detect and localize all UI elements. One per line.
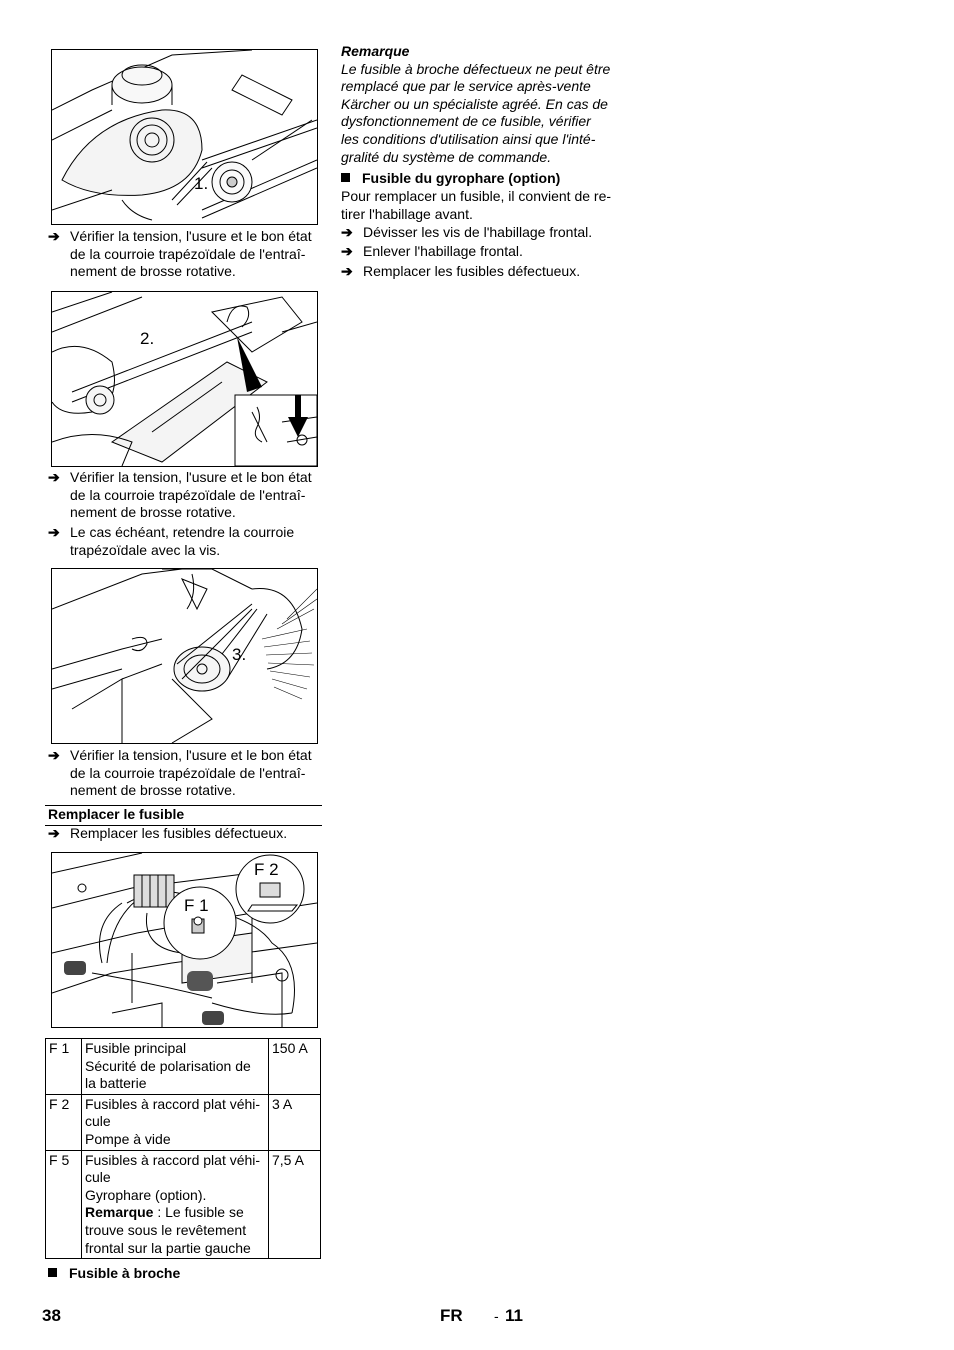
figure-belt-2 (51, 291, 318, 467)
subheading-pin-fuse (48, 1265, 180, 1283)
subheading-beacon-fuse (341, 170, 560, 188)
subheading-text: Fusible à broche (69, 1265, 181, 1281)
belt-drive-illustration-3 (52, 569, 317, 743)
fuse-description (82, 1039, 269, 1095)
arrow-icon: ➔ (48, 469, 60, 485)
footer-separator: - (494, 1308, 499, 1324)
fuse-description (82, 1094, 269, 1150)
fuse-id: F 1 (46, 1039, 82, 1095)
step-text: Remplacer les fusibles défectueux. (363, 263, 581, 279)
fuse-box-illustration (52, 853, 317, 1027)
arrow-icon: ➔ (341, 243, 353, 259)
step-retension-belt (48, 524, 320, 559)
step-text: Dévisser les vis de l'habillage frontal. (363, 224, 593, 240)
remark-body: Le fusible à broche défectueux ne peut être remplacé que par le service après-vente Kärcher ou un spécialiste agréé. En cas de dysfonctionnement de ce fusible, vérifier les conditions d'utilisation ainsi que l'inté- gralité du système de commande. (341, 60, 611, 165)
table-row (46, 1150, 321, 1259)
arrow-icon: ➔ (341, 263, 353, 279)
fuse-rating: 7,5 A (269, 1150, 321, 1259)
remark-text: : Le fusible se (153, 1204, 244, 1221)
fuse-remark-line (85, 1204, 265, 1222)
step-text: Vérifier la tension, l'usure et le bon état de la courroie trapézoïdale de l'entraî- nement de brosse rotative. (70, 469, 312, 521)
arrow-icon: ➔ (341, 224, 353, 240)
step-text: Vérifier la tension, l'usure et le bon état de la courroie trapézoïdale de l'entraî- nement de brosse rotative. (70, 747, 312, 799)
language-code: FR (440, 1306, 463, 1325)
arrow-icon: ➔ (48, 747, 60, 763)
step-replace-fuses (48, 825, 320, 843)
figure-belt-3 (51, 568, 318, 744)
step-check-belt-2 (48, 469, 320, 522)
figure-fuses (51, 852, 318, 1028)
fuse-desc-line: cule (85, 1113, 111, 1130)
fuse-desc-line: trouve sous le revêtement (85, 1221, 247, 1238)
arrow-icon: ➔ (48, 825, 60, 841)
arrow-icon: ➔ (48, 524, 60, 540)
fuse-desc-line: cule (85, 1169, 111, 1186)
step-text: Vérifier la tension, l'usure et le bon état de la courroie trapézoïdale de l'entraî- nement de brosse rotative. (70, 228, 312, 280)
square-bullet-icon (48, 1268, 57, 1277)
step-text: Enlever l'habillage frontal. (363, 243, 523, 259)
step-text: Le cas échéant, retendre la courroie trapézoïdale avec la vis. (70, 524, 295, 558)
fuse-desc-line: Gyrophare (option). (85, 1186, 207, 1203)
remark-label: Remarque (85, 1204, 154, 1221)
fuse-table (45, 1038, 321, 1259)
subheading-text: Fusible du gyrophare (option) (362, 170, 561, 186)
fuse-id: F 5 (46, 1150, 82, 1259)
step-unscrew-cover (341, 224, 621, 242)
belt-drive-illustration-1 (52, 50, 317, 224)
figure1-callout: 1. (194, 174, 209, 193)
step-remove-cover (341, 243, 621, 261)
step-check-belt-3 (48, 747, 320, 800)
square-bullet-icon (341, 173, 350, 182)
section-title-replace-fuse: Remplacer le fusible (48, 806, 185, 822)
fuse-desc-line: Fusible principal (85, 1040, 187, 1056)
arrow-icon: ➔ (48, 228, 60, 244)
remark-title: Remarque (341, 43, 410, 59)
figure-belt-1 (51, 49, 318, 225)
fuse-rating: 3 A (269, 1094, 321, 1150)
step-check-belt-1 (48, 228, 320, 281)
fuse-desc-line: frontal sur la partie gauche (85, 1239, 251, 1256)
intro-text: Pour remplacer un fusible, il convient de re- tirer l'habillage avant. (341, 188, 612, 222)
fuse-description (82, 1150, 269, 1259)
fuse-desc-line: Sécurité de polarisation de (85, 1057, 251, 1074)
step-replace-defective-fuses (341, 263, 621, 281)
belt-drive-illustration-2 (52, 292, 317, 466)
fuse-desc-line: Pompe à vide (85, 1130, 171, 1147)
page-number: 38 (42, 1306, 61, 1325)
step-text: Remplacer les fusibles défectueux. (70, 825, 288, 841)
table-row (46, 1039, 321, 1095)
fuse-id: F 2 (46, 1094, 82, 1150)
table-row (46, 1094, 321, 1150)
section-page-number: 11 (505, 1306, 523, 1325)
figure4-callout-f2: F 2 (254, 860, 279, 879)
fuse-desc-line: Fusibles à raccord plat véhi- (85, 1151, 261, 1168)
remark-block (341, 43, 621, 166)
fuse-desc-line: la batterie (85, 1075, 147, 1092)
figure2-callout: 2. (140, 329, 155, 348)
fuse-rating: 150 A (269, 1039, 321, 1095)
figure3-callout: 3. (232, 645, 247, 664)
figure4-callout-f1: F 1 (184, 896, 209, 915)
fuse-desc-line: Fusibles à raccord plat véhi- (85, 1095, 261, 1112)
